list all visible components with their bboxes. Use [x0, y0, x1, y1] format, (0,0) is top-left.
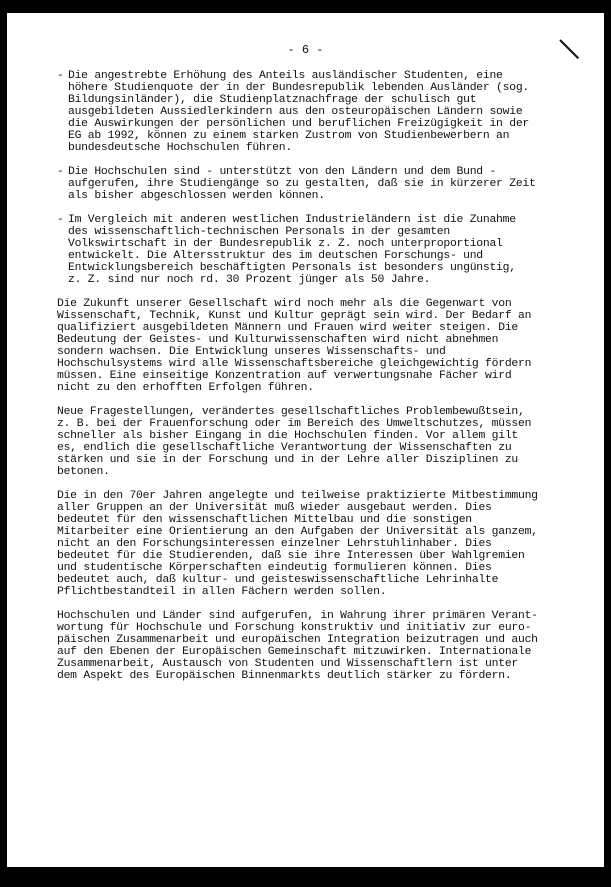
text-line: müssen. Eine einseitige Konzentration auf verwertungsnahe Fächer wird: [57, 370, 512, 382]
text-line: Im Vergleich mit anderen westlichen Industrieländern ist die Zunahme: [68, 214, 516, 226]
bullet-item: [57, 166, 597, 202]
text-line: es, endlich die gesellschaftliche Verantwortung der Wissenschaften zu: [57, 442, 512, 454]
text-line: betonen.: [57, 466, 110, 478]
text-line: auf den Ebenen der Europäischen Gemeinschaft mitzuwirken. Internationale: [57, 646, 532, 658]
text-line: Die in den 70er Jahren angelegte und teilweise praktizierte Mitbestimmung: [57, 490, 538, 502]
text-line: aufgerufen, ihre Studiengänge so zu gestalten, daß sie in kürzerer Zeit: [68, 178, 536, 190]
text-line: Bedeutung der Geistes- und Kulturwissenschaften wird nicht abnehmen: [57, 334, 499, 346]
bullet-dash: -: [57, 70, 64, 82]
bullet-item: [57, 70, 597, 154]
bullet-item: [57, 214, 597, 286]
bullet-list: [57, 70, 597, 286]
text-line: entwickelt. Die Altersstruktur des im deutschen Forschungs- und: [68, 250, 483, 262]
text-line: schneller als bisher Eingang in die Hochschulen finden. Vor allem gilt: [57, 430, 518, 442]
text-line: bundesdeutsche Hochschulen führen.: [68, 142, 292, 154]
text-line: Volkswirtschaft in der Bundesrepublik z. Z. noch unterproportional: [68, 238, 503, 250]
text-line: die Auswirkungen der persönlichen und beruflichen Freizügigkeit in der: [68, 118, 529, 130]
text-line: wortung für Hochschule und Forschung konstruktiv und initiativ zur euro-: [57, 622, 532, 634]
text-line: höhere Studienquote der in der Bundesrepublik lebenden Ausländer (sog.: [68, 82, 529, 94]
text-line: EG ab 1992, können zu einem starken Zustrom von Studienbewerbern an: [68, 130, 510, 142]
document-body: [57, 70, 597, 694]
text-line: bedeutet für die Studierenden, daß sie ihre Interessen über Wahlgremien: [57, 550, 525, 562]
paragraph: [57, 490, 597, 598]
text-line: Die Hochschulen sind - unterstützt von den Ländern und dem Bund -: [68, 166, 497, 178]
paragraph: [57, 406, 597, 478]
text-line: Entwicklungsbereich beschäftigten Personals ist besonders ungünstig,: [68, 262, 516, 274]
text-line: Neue Fragestellungen, verändertes gesellschaftliches Problembewußtsein,: [57, 406, 525, 418]
page-number: - 6 -: [287, 43, 324, 57]
text-line: z. Z. sind nur noch rd. 30 Prozent jünger als 50 Jahre.: [68, 274, 431, 286]
text-line: nicht zu den erhofften Erfolgen führen.: [57, 382, 314, 394]
paragraph: [57, 610, 597, 682]
text-line: Die angestrebte Erhöhung des Anteils ausländischer Studenten, eine: [68, 70, 503, 82]
text-line: bedeutet für den wissenschaftlichen Mittelbau und die sonstigen: [57, 514, 472, 526]
text-line: qualifiziert ausgebildeten Männern und Frauen wird weiter steigen. Die: [57, 322, 518, 334]
scanned-page: [7, 13, 604, 867]
paragraph-list: [57, 298, 597, 682]
text-line: stärken und sie in der Forschung und in der Lehre aller Disziplinen zu: [57, 454, 518, 466]
bullet-dash: -: [57, 166, 64, 178]
text-line: päischen Zusammenarbeit und europäischen Integration beizutragen und auch: [57, 634, 538, 646]
text-line: Die Zukunft unserer Gesellschaft wird noch mehr als die Gegenwart von: [57, 298, 512, 310]
text-line: und studentische Körperschaften eindeutig formulieren können. Dies: [57, 562, 492, 574]
text-line: aller Gruppen an der Universität muß wieder ausgebaut werden. Dies: [57, 502, 492, 514]
text-line: sondern wachsen. Die Entwicklung unseres Wissenschafts- und: [57, 346, 446, 358]
text-line: Hochschulen und Länder sind aufgerufen, in Wahrung ihrer primären Verant-: [57, 610, 538, 622]
text-line: Mitarbeiter eine Orientierung an den Aufgaben der Universität als ganzem,: [57, 526, 538, 538]
text-line: z. B. bei der Frauenforschung oder im Bereich des Umweltschutzes, müssen: [57, 418, 532, 430]
paragraph: [57, 298, 597, 394]
bullet-dash: -: [57, 214, 64, 226]
text-line: des wissenschaftlich-technischen Personals in der gesamten: [68, 226, 450, 238]
text-line: nicht an den Forschungsinteressen einzelner Lehrstuhlinhaber. Dies: [57, 538, 492, 550]
text-line: Wissenschaft, Technik, Kunst und Kultur geprägt sein wird. Der Bedarf an: [57, 310, 532, 322]
text-line: Hochschulsystems wird alle Wissenschaftsbereiche gleichgewichtig fördern: [57, 358, 532, 370]
text-line: Pflichtbestandteil in allen Fächern werden sollen.: [57, 586, 387, 598]
text-line: Zusammenarbeit, Austausch von Studenten und Wissenschaftlern ist unter: [57, 658, 518, 670]
text-line: dem Aspekt des Europäischen Binnenmarkts deutlich stärker zu fördern.: [57, 670, 512, 682]
text-line: als bisher abgeschlossen werden können.: [68, 190, 325, 202]
text-line: Bildungsinländer), die Studienplatznachfrage der schulisch gut: [68, 94, 477, 106]
text-line: bedeutet auch, daß kultur- und geisteswissenschaftliche Lehrinhalte: [57, 574, 499, 586]
text-line: ausgebildeten Aussiedlerkindern aus den osteuropäischen Ländern sowie: [68, 106, 523, 118]
